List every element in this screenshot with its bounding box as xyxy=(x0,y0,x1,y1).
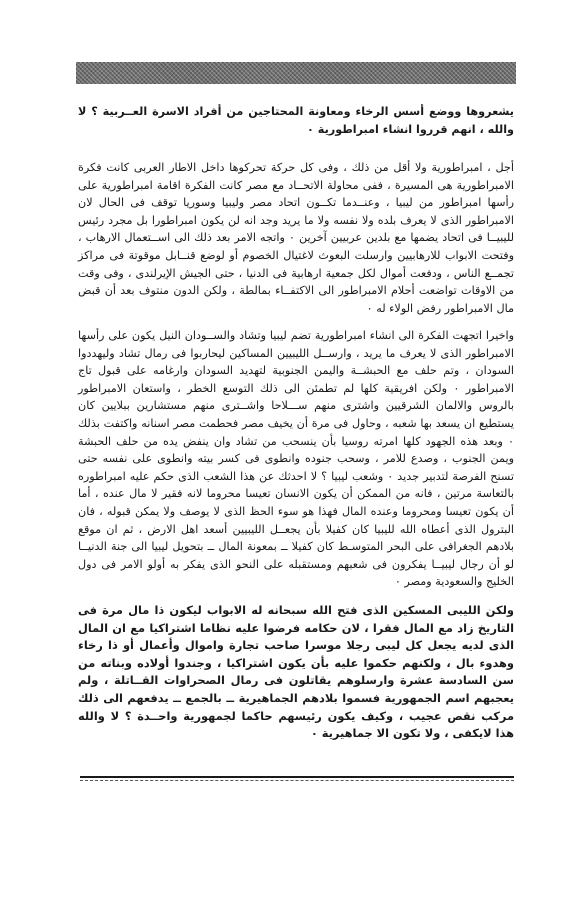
paragraph-3 xyxy=(78,327,514,591)
paragraph-text: ولكن الليبى المسكين الذى فتح الله سبحانه له الابواب ليكون ذا مال مرة فى التاريخ زاد مع المال فقرا ، لان حكامه فرضوا عليه نظاما اشتراكيا مع ان المال الذى لديه يجعل كل ليبى رجلا موسرا صاحب تجارة واموال وأعمال أو ذا رخاء وهدوء بال ، ولكنهم حكموا عليه بأن يكون اشتراكيا ، وجندوا أولاده وبناته من سن السادسة عشرة وارسلوهم يقاتلون فى رمال الصحراوات القــاتلة ، ولم يعجبهم اسم الجمهورية فسموا بلادهم الجماهيرية ــ بالجمع ــ يدفعهم الى ذلك مركب نقص عجيب ، وكيف يكون رئيسهم حاكما لجمهورية واحــدة ؟ لا والله هذا لايكفى ، ولا تكون الا جماهيرية ٠ xyxy=(78,603,514,741)
paragraph-text: واخيرا اتجهت الفكرة الى انشاء امبراطورية تضم ليبيا وتشاد والســودان النيل يكون على رأسها الامبراطور الذى لا يعرف ما يريد ، وارســل الليبيين المساكين ليحاربوا فى رمال تشاد وليهددوا السودان ، وتم حلف مع الحبشــة واليمن الجنوبية لتهديد السودان وارغامه على قبول تاج الامبراطور ٠ ولكن افريقية كلها لم تطمئن الى ذلك التوسع الخطر ، واستعان الامبراطور بالروس والالمان الشرقيين واشترى منهم ســـلاحا واشــترى منهم مستشارين ببلايين كان يستطيع ان يسعد بها شعبه ، وحاول فى مرة أن يخيف مصر فحطمت مصر اسنانه واكتفت بذلك ٠ وبعد هذه الجهود كلها امرته روسيا بأن ينسحب من تشاد وان ينفض يده من حلف الحبشة ويمن الجنوب ، وصدع للامر ، وسحب جنوده وانطوى فى كسر بيته وانطوى على نفسه حتى تسنح الفرصة لتدبير جديد ٠ وشعب ليبيا ؟ لا احدثك عن هذا الشعب الذى حكم عليه امبراطوره بالتعاسة مرتين ، فانه من الممكن أن يكون الانسان تعيسا محروما لانه فقير لا مال عنده ، أما أن يكون تعيسا ومحروما وعنده المال فهذا هو سوء الحظ الذى لا يوصف ولا يمكن قبوله ، فان البترول الذى أعطاه الله لليبيا كان كفيلا بأن يجعــل الليبيين أسعد اهل الارض ، ثم ان موقع بلادهم الجغرافى على البحر المتوسـط كان كفيلا ــ بمعونة المال ــ بتحويل ليبيا الى جنة الدنيــا لو أن رجال ليبيــا يفكرون فى شعبهم ومستقبله على النحو الذى يفكر به أولو الامر فى دول الخليج والسعودية ومصر ٠ xyxy=(78,329,514,589)
bottom-rule xyxy=(80,776,514,778)
header-band xyxy=(76,62,516,84)
paragraph-1 xyxy=(78,103,514,138)
paragraph-text: يشعروها ووضع أسس الرخاء ومعاونة المحتاجين من أفراد الاسرة العــربية ؟ لا والله ، انهم قرروا انشاء امبراطورية ٠ xyxy=(78,105,514,136)
paragraph-4 xyxy=(78,602,514,743)
paragraph-text: أجل ، امبراطورية ولا أقل من ذلك ، وفى كل حركة تحركوها داخل الاطار العربى كانت فكرة الامبراطورية هى المسيرة ، ففى محاولة الاتحــاد مع مصر كانت الفكرة اقامة امبراطورية على رأسها امبراطور من ليبيا ، وعنــدما تكــون اتحاد مصر وليبيا وسوريا توقف فى الحال لان الامبراطور الذى لا يعرف بلده ولا نفسه ولا ما يريد وجد انه لن يكون امبراطورا بل مجرد رئيس لليبيــا فى اتحاد يضمها مع بلدين عربيين آخرين ٠ واتجه الامر بعد ذلك الى اســتعمال الارهاب ، وفتحت الابواب للارهابيين وارسلت البعوث لاغتيال الخصوم أو لوضع قنــابل موقوتة فى مراكز تجمــع الناس ، ودفعت أموال لكل جمعية ارهابية فى الدنيا ، حتى الجيش الإيرلندى ، وفى وقت من الاوقات تواضعت أحلام الامبراطور الى الاكتفــاء بمالطة ، ولكن الدون منتوف بعد أن قبض مال الامبراطور رفض الولاء له ٠ xyxy=(78,161,514,315)
paragraph-2 xyxy=(78,159,514,317)
